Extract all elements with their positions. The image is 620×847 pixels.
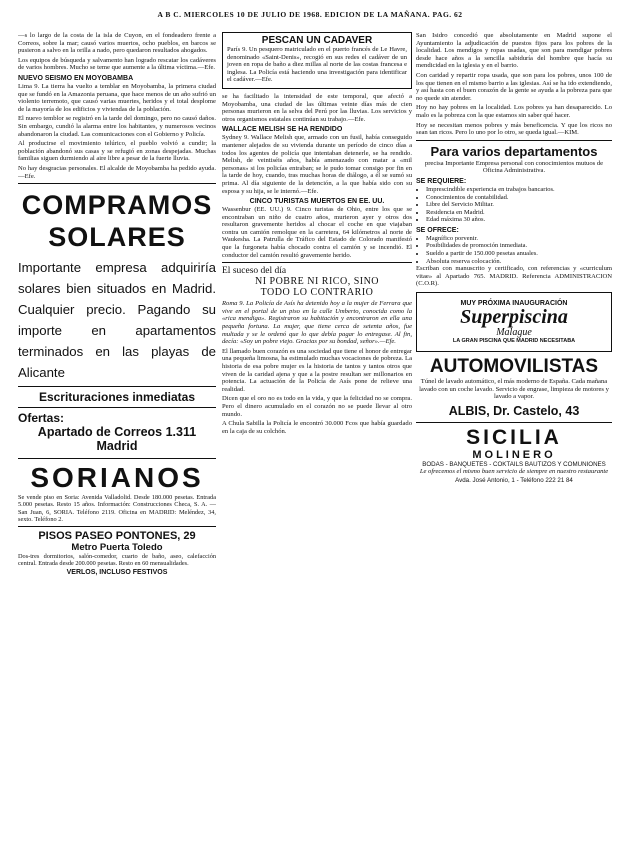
ad-apartado: Apartado de Correos 1.311 [37, 425, 197, 440]
article-text: Lima 9. La tierra ha vuelto a temblar en Moyobamba, la primera ciudad que se fundó en la Amazonia peruana, que hace menos de un año sufrió un violento terremoto, que causó varias muertes, heridos y el total desplome de la mayoría de los edificios y viviendas de la población. [18, 82, 216, 113]
ad-auto-body: Túnel de lavado automático, el más moderno de España. Cada mañana lavado con un coche lavado. Servicio de engrase, limpieza de motores y lavado a vapor. [419, 378, 609, 401]
ad-varios-departamentos [416, 144, 612, 288]
article-text: Al producirse el movimiento telúrico, el pueblo volvió a cundir; la población abandonó sus casas y se refugió en zonas despejadas. Muchas familias siguen durmiendo al aire libre a pesar de la fuerte lluvia. [18, 140, 216, 163]
article-headline: WALLACE MELISH SE HA RENDIDO [222, 126, 343, 134]
boxed-headline: PESCAN UN CADAVER [261, 35, 373, 46]
ad-require-head: SE REQUIERE: [416, 177, 467, 185]
ad-sicilia-sub: MOLINERO [472, 448, 556, 461]
article-text: A Chula Sabilla la Policía le encontró 30.000 Fcos que había guardado en la caja de su colchón. [222, 420, 412, 435]
ad-title: SOLARES [48, 222, 186, 253]
ad-city: Madrid [96, 439, 138, 454]
article-headline: NUEVO SEISMO EN MOYOBAMBA [18, 74, 134, 82]
list-item: • Sueldo a partir de 150.000 pesetas anuales. [426, 250, 612, 258]
ad-superpiscina [416, 292, 612, 352]
ad-pisos-metro: Metro Puerta Toledo [71, 541, 163, 553]
divider [416, 140, 612, 141]
article-text: Dicen que el oro no es todo en la vida, y que la felicidad no se compra. Pero el dinero acumulado en el corazón no se puede llevar al otro mundo. [222, 395, 412, 418]
list-item: • Magnífico porvenir. [426, 235, 612, 243]
ad-body: Importante empresa adquiriría solares bien situados en Madrid. Cualquier precio. Pagando su importe en apartamentos terminados en las playas de Alicante [18, 260, 216, 381]
list-item: • Conocimientos de contabilidad. [426, 194, 612, 202]
ad-auto-addr: ALBIS, Dr. Castelo, 43 [448, 403, 580, 418]
list-item: • Residencia en Madrid. [426, 209, 612, 217]
section-label: El suceso del día [222, 266, 287, 277]
article-text: El llamado buen corazón es una sociedad que tiene el honor de entregar una pequeña limosna, ha estimulado muchas vocaciones de pobreza. La historia de esa pobre mujer es la historia de tantos y tantos otros que viven de la caridad ajena y que a la postre resultan ser millonarios en potencia. La actuación de la Policía de Asís pone de relieve una realidad. [222, 347, 412, 393]
ad-offers-label: Ofertas: [18, 411, 65, 426]
ad-sicilia-title: SICILIA [466, 425, 562, 449]
ad-logo-name: Superpiscina [460, 306, 568, 329]
list-item: • Edad máxima 30 años. [426, 216, 612, 224]
column-center [222, 32, 412, 437]
article-text: No hay desgracias personales. El alcalde de Moyobamba ha pedido ayuda.—Efe. [18, 164, 216, 180]
divider [18, 458, 216, 459]
ad-write: Escriban con manuscrito y certificado, con referencias y «curriculum vitae» al Apartado 765. MADRID. Referencia ADMINISTRACION (C.O.R). [416, 265, 612, 288]
article-text: Sydney 9. Wallace Melish que, armado con un fusil, había conseguido mantener alejados de su vivienda durante un período de cinco días a todos los agentes de policía que intentaban detenerle, se ha rendido. Melish, de veintiséis años, había amenazado con matar a «mil personas» si los policías entraban; se le pudo tomar consigo por fin en la tarde de hoy, cuando, tras muchas horas de diálogo, a él se sumó su prima. Al día siguiente de la detención, a la que había sido con su esposa y su hija, se le internó.—Efe. [222, 134, 412, 195]
article-text: Roma 9. La Policía de Asís ha detenido hoy a la mujer de Ferrara que vive en el portal de un piso en la calle Umberto, conocida como la «rica mendiga». Registraron su habitación y encontraron en ella una pequeña fortuna. La mujer, que tiene cerca de setenta años, fue multada y se le ordenó que lo que debía pagar lo entregase. Al fin, decía: «Soy un pobre viejo. Gracias por su bondad, señor».—Efe. [222, 300, 412, 346]
ad-require-list [416, 186, 612, 224]
article-text: Wassenbur (EE. UU.) 9. Cinco turistas de Ohio, entre los que se encontraban un niño de cuatro años, murieron ayer y otros dos resultaron gravemente heridos al chocar el coche en que viajaban contra un camión remolque en la carretera, 64 kilómetros al norte de Waukesha. La Patrulla de Tráfico del Estado de Colorado manifestó que la furgoneta había chocado contra el camión y se incendió. El conductor del camión resultó gravemente herido. [222, 206, 412, 259]
ad-sicilia-addr: Avda. José Antonio, 1 - Teléfono 222 21 84 [455, 477, 573, 485]
article-headline: TODO LO CONTRARIO [260, 287, 374, 299]
ad-pisos-visit: VERLOS, INCLUSO FESTIVOS [66, 569, 168, 577]
column-right [416, 32, 612, 484]
divider [18, 526, 216, 527]
list-item: • Libre del Servicio Militar. [426, 201, 612, 209]
ad-sorianos-body: Se vende piso en Soria: Avenida Valladolid. Desde 180.000 pesetas. Entrada 5.000 pesetas. Resto 15 años. Información: Construcciones Checa, S. A. — San Juan, 6, SORIA. Teléfono 2119. Oficina en MADRID: Meléndez, 34, sexto. Teléfono 2. [18, 494, 216, 523]
page-header: A B C. MIERCOLES 10 DE JULIO DE 1968. EDICION DE LA MAÑANA. PAG. 62 [157, 10, 463, 19]
column-left [18, 32, 216, 576]
ad-pisos-body: Dos-tres dormitorios, salón-comedor, cuarto de baño, aseo, calefacción central. Entrada desde 200.000 pesetas. Resto en 60 mensualidades. [18, 552, 216, 568]
ad-title: Para varios departamentos [430, 143, 598, 159]
ad-auto-title: AUTOMOVILISTAS [429, 356, 599, 378]
divider [18, 407, 216, 408]
article-text: —s lo largo de la costa de la isla de Cuyon, en el fondeadero frente a Correos, sobre la mar; causó varios muertos, ocho pueblos, en barcos se pusieron a salvo en la orilla a nado, pero quedaron resultados ahogados. [18, 32, 216, 55]
list-item: • Imprescindible experiencia en trabajos bancarios. [426, 186, 612, 194]
boxed-text: París 9. Un pesquero matriculado en el puerto francés de Le Havre, denominado «Saint-Denis», recogió en sus redes el cadáver de un joven en ropa de baño a diez millas al norte de las costas francesa e inglesa. La Policía está haciendo una investigación para identificar el cadáver.—Efe. [227, 46, 407, 84]
ad-logo-sub: Malague [496, 327, 532, 339]
ad-compramos-solares [18, 187, 216, 455]
article-text: Hoy no hay pobres en la localidad. Los pobres ya han desaparecido. Lo malo es la pobreza con la que estamos sin saber qué hacer. [416, 104, 612, 119]
ad-pisos-title: PISOS PASEO PONTONES, 29 [38, 529, 196, 542]
article-text: Los equipos de búsqueda y salvamento han logrado rescatar los cadáveres de varios hombres. Mucho se teme que aumente a la última víctima.—Efe. [18, 56, 216, 72]
divider [18, 183, 216, 184]
ad-sicilia-body: BODAS - BANQUETES - COKTAILS BAUTIZOS Y COMUNIONES [422, 460, 606, 468]
ad-top: MUY PRÓXIMA INAUGURACIÓN [460, 300, 568, 308]
ad-sicilia-body2: Le ofrecemos el mismo buen servicio de siempre en nuestro restaurante [419, 467, 609, 475]
article-text: El nuevo temblor se registró en la tarde del domingo, pero no causó daños. Sin embargo, cundió la alarma entre los habitantes, y numerosos vecinos abandonaron la ciudad. Las comunicaciones con el Gobierno y Policía. [18, 115, 216, 138]
ad-foot: LA GRAN PISCINA QUE MADRID NECESITABA [452, 338, 576, 345]
list-item: • Absoluta reserva colocación. [426, 258, 612, 266]
article-text: Hoy se necesitan menos pobres y más beneficencia. Y que los ricos no sean tan ricos. Pero lo uno por lo otro, se queda igual.—KIM. [416, 121, 612, 137]
article-text: se ha facilitado la intensidad de este temporal, que afectó a Moyobamba, una ciudad de las últimas veinte días más de cien personas murieron en la selva del Perú por las lluvias. Los servicios y otros organismos estatales continúan su trabajo.—Efe. [222, 92, 412, 123]
divider [18, 386, 216, 387]
article-headline: NI POBRE NI RICO, SINO [254, 276, 380, 288]
list-item: • Posibilidades de promoción inmediata. [426, 242, 612, 250]
ad-deeds: Escrituraciones inmediatas [38, 390, 196, 405]
ad-offer-list [416, 235, 612, 265]
article-headline: CINCO TURISTAS MUERTOS EN EE. UU. [249, 198, 385, 206]
divider [416, 422, 612, 423]
ad-intro: precisa Importante Empresa personal con conocimientos mutuos de Oficina Administrativa. [424, 159, 604, 175]
ad-title: COMPRAMOS [21, 190, 213, 221]
divider [222, 262, 412, 263]
ad-offer-head: SE OFRECE: [416, 226, 459, 234]
boxed-article [222, 32, 412, 89]
ad-sorianos-title: SORIANOS [30, 462, 204, 494]
article-text: Con caridad y repartir ropa usada, que son para los pobres, unos 100 de los que tienen en el mismo barrio a las iglesias. Así se ha ido extendiendo, y así hasta con el buen corazón de la gente se ayuda a la pobreza para que no quede sin atender. [416, 71, 612, 102]
article-text: San Isidro concedió que absolutamente en Madrid supone el Ayuntamiento la adjudicación de puestos fijos para los pobres de la localidad. Los mendigos y ropas usadas, que son para mendigar pobres desde hace años a la sencilla sabiduría del hombre que hacía su mendicidad en la iglesia y en el barrio. [416, 32, 612, 70]
